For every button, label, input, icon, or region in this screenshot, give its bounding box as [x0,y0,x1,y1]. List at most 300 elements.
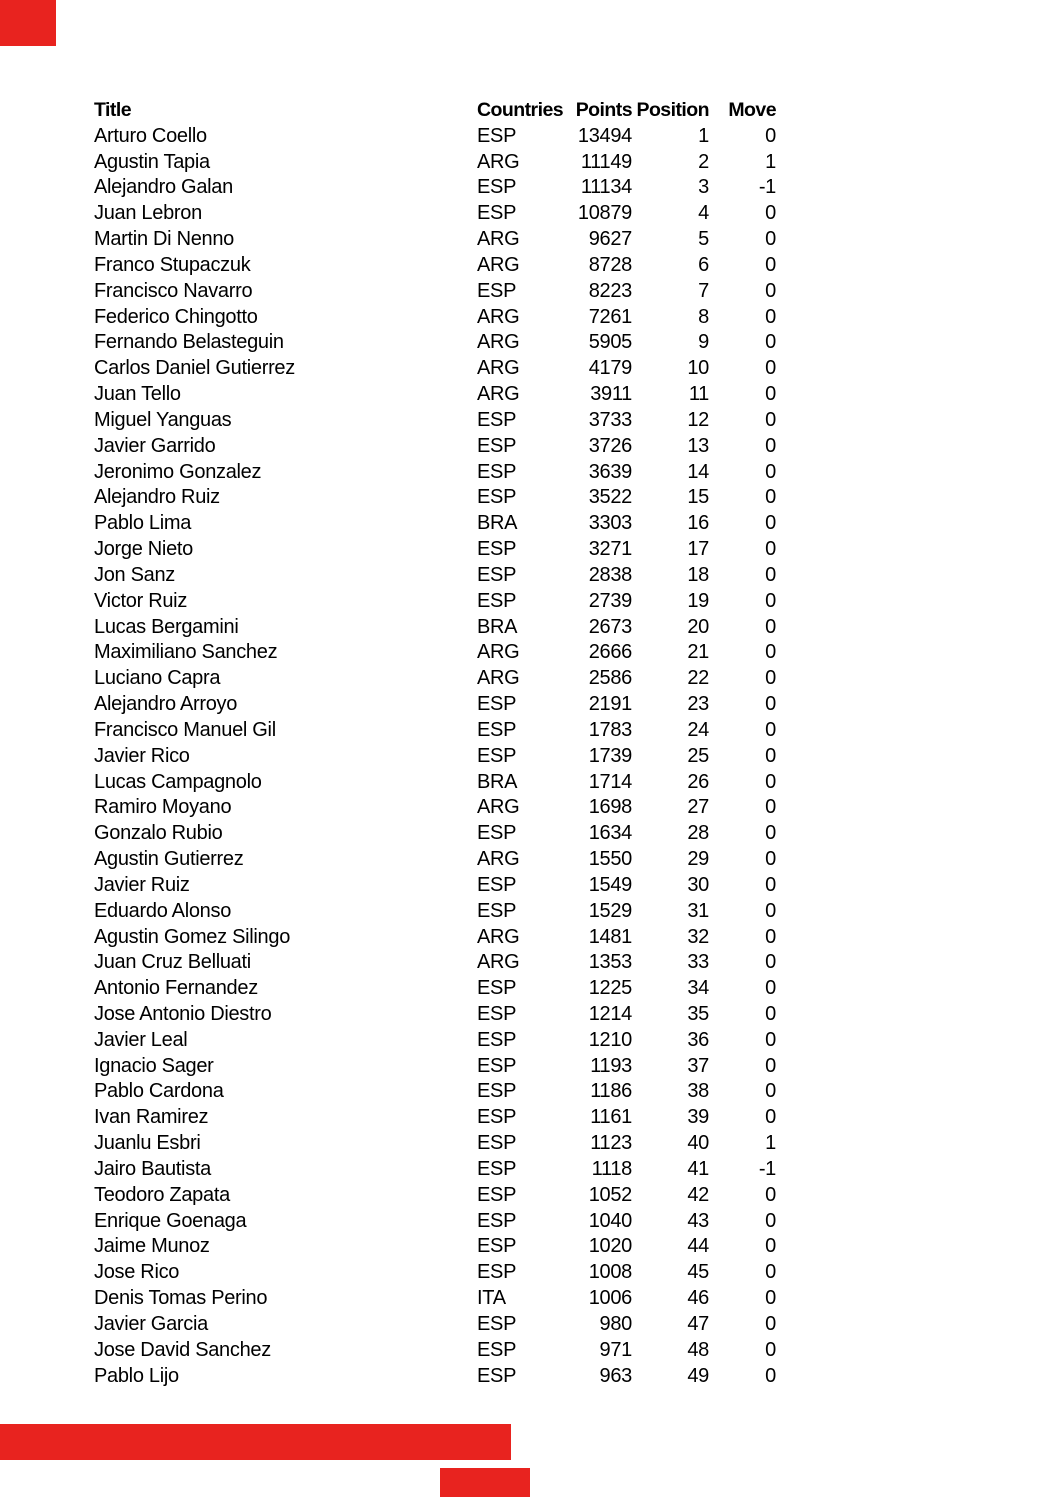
points-cell: 1549 [588,873,632,896]
points-cell: 1550 [588,848,632,871]
position-cell: 1 [698,124,709,147]
move-cell: 0 [765,977,776,1000]
player-name-cell: Arturo Coello [94,124,207,147]
table-row [94,795,776,821]
table-row [94,460,776,486]
table-row [94,537,776,563]
player-name-cell: Antonio Fernandez [94,977,258,1000]
move-cell: 0 [765,770,776,793]
country-cell: ESP [477,1183,517,1206]
position-cell: 27 [687,796,709,819]
position-cell: 6 [698,253,709,276]
country-cell: ARG [477,925,520,948]
position-cell: 37 [687,1054,709,1077]
player-name-cell: Miguel Yanguas [94,408,232,431]
move-cell: 0 [765,1235,776,1258]
table-row [94,279,776,305]
table-row [94,253,776,279]
position-cell: 45 [687,1261,709,1284]
player-name-cell: Pablo Lijo [94,1364,179,1387]
player-name-cell: Alejandro Ruiz [94,486,220,509]
table-row [94,124,776,150]
position-cell: 11 [688,383,709,406]
player-name-cell: Javier Garrido [94,434,216,457]
country-cell: ESP [477,279,517,302]
country-cell: ARG [477,951,520,974]
points-cell: 1186 [590,1080,632,1103]
move-cell: 0 [765,1183,776,1206]
points-cell: 5905 [588,331,632,354]
country-cell: ESP [477,1261,517,1284]
country-cell: ESP [477,899,517,922]
move-cell: 0 [765,512,776,535]
player-name-cell: Ignacio Sager [94,1054,214,1077]
points-cell: 1481 [588,925,632,948]
move-cell: 0 [765,1312,776,1335]
position-cell: 28 [687,822,709,845]
player-name-cell: Javier Garcia [94,1312,208,1335]
player-name-cell: Javier Rico [94,744,190,767]
position-cell: 8 [698,305,709,328]
move-cell: -1 [758,176,776,199]
player-name-cell: Jeronimo Gonzalez [94,460,262,483]
position-cell: 41 [687,1157,709,1180]
table-row [94,511,776,537]
points-cell: 1193 [590,1054,632,1077]
player-name-cell: Juan Tello [94,383,181,406]
country-cell: ESP [477,1364,517,1387]
table-row [94,744,776,770]
position-cell: 9 [698,331,709,354]
position-cell: 20 [687,615,709,638]
table-row [94,1312,776,1338]
red-block-bottom-center [440,1468,530,1497]
position-cell: 38 [687,1080,709,1103]
move-cell: 0 [765,641,776,664]
points-cell: 1118 [591,1157,632,1180]
player-name-cell: Franco Stupaczuk [94,253,251,276]
player-name-cell: Jaime Munoz [94,1235,210,1258]
position-cell: 29 [687,848,709,871]
country-cell: ESP [477,124,517,147]
points-cell: 2666 [588,641,632,664]
points-cell: 9627 [588,228,632,251]
table-row [94,227,776,253]
country-cell: ESP [477,1080,517,1103]
country-cell: ESP [477,873,517,896]
position-cell: 32 [687,925,709,948]
table-row [94,1028,776,1054]
country-cell: ARG [477,228,520,251]
position-cell: 14 [687,460,709,483]
player-name-cell: Juan Cruz Belluati [94,951,251,974]
column-header-countries: Countries [477,99,564,121]
country-cell: ESP [477,1157,517,1180]
country-cell: ESP [477,538,517,561]
table-row [94,1002,776,1028]
country-cell: BRA [477,512,518,535]
player-name-cell: Victor Ruiz [94,589,188,612]
move-cell: 0 [765,744,776,767]
table-row [94,899,776,925]
move-cell: 0 [765,1054,776,1077]
rankings-table [94,98,776,1389]
move-cell: 0 [765,951,776,974]
player-name-cell: Jon Sanz [94,563,175,586]
player-name-cell: Juan Lebron [94,202,202,225]
points-cell: 1353 [588,951,632,974]
points-cell: 1210 [588,1028,632,1051]
table-row [94,305,776,331]
table-row [94,330,776,356]
points-cell: 1739 [588,744,632,767]
position-cell: 42 [687,1183,709,1206]
points-cell: 1040 [588,1209,632,1232]
table-row [94,770,776,796]
country-cell: ESP [477,1028,517,1051]
points-cell: 1008 [588,1261,632,1284]
move-cell: 1 [765,1132,776,1155]
table-row [94,1209,776,1235]
player-name-cell: Lucas Bergamini [94,615,239,638]
position-cell: 26 [687,770,709,793]
country-cell: BRA [477,615,518,638]
table-row [94,692,776,718]
position-cell: 35 [687,1002,709,1025]
country-cell: ESP [477,176,517,199]
country-cell: ESP [477,408,517,431]
table-row [94,1234,776,1260]
move-cell: 0 [765,486,776,509]
table-row [94,1338,776,1364]
position-cell: 31 [687,899,709,922]
table-row [94,434,776,460]
points-cell: 13494 [577,124,632,147]
country-cell: ESP [477,434,517,457]
move-cell: 0 [765,202,776,225]
points-cell: 11134 [580,176,632,199]
table-row [94,976,776,1002]
move-cell: 0 [765,563,776,586]
player-name-cell: Jairo Bautista [94,1157,211,1180]
points-cell: 8728 [588,253,632,276]
table-row [94,589,776,615]
position-cell: 47 [687,1312,709,1335]
points-cell: 3726 [588,434,632,457]
country-cell: ESP [477,718,517,741]
points-cell: 11149 [580,150,632,173]
position-cell: 33 [687,951,709,974]
move-cell: 0 [765,1028,776,1051]
country-cell: ESP [477,822,517,845]
country-cell: ARG [477,848,520,871]
player-name-cell: Agustin Gomez Silingo [94,925,291,948]
move-cell: 0 [765,718,776,741]
points-cell: 1529 [588,899,632,922]
table-row [94,1364,776,1390]
table-row [94,485,776,511]
table-row [94,821,776,847]
player-name-cell: Luciano Capra [94,667,221,690]
points-cell: 2586 [588,667,632,690]
points-cell: 1006 [588,1287,632,1310]
table-row [94,873,776,899]
points-cell: 1698 [588,796,632,819]
table-row [94,950,776,976]
country-cell: ARG [477,357,520,380]
position-cell: 13 [687,434,709,457]
position-cell: 5 [698,228,709,251]
points-cell: 963 [599,1364,632,1387]
points-cell: 3733 [588,408,632,431]
player-name-cell: Federico Chingotto [94,305,258,328]
points-cell: 1714 [588,770,632,793]
country-cell: ITA [477,1287,506,1310]
position-cell: 10 [687,357,709,380]
table-row [94,640,776,666]
table-row [94,175,776,201]
player-name-cell: Pablo Cardona [94,1080,224,1103]
country-cell: ESP [477,1209,517,1232]
column-header-points: Points [575,99,632,121]
player-name-cell: Denis Tomas Perino [94,1287,268,1310]
move-cell: 0 [765,1287,776,1310]
move-cell: 0 [765,1338,776,1361]
table-row [94,925,776,951]
player-name-cell: Maximiliano Sanchez [94,641,278,664]
points-cell: 1052 [588,1183,632,1206]
move-cell: 0 [765,589,776,612]
move-cell: 0 [765,693,776,716]
move-cell: 0 [765,253,776,276]
table-row [94,666,776,692]
position-cell: 23 [687,693,709,716]
position-cell: 18 [687,563,709,586]
player-name-cell: Carlos Daniel Gutierrez [94,357,295,380]
move-cell: 0 [765,667,776,690]
position-cell: 39 [687,1106,709,1129]
position-cell: 49 [687,1364,709,1387]
position-cell: 17 [687,538,709,561]
move-cell: 0 [765,899,776,922]
move-cell: 0 [765,538,776,561]
points-cell: 3911 [590,383,632,406]
points-cell: 8223 [588,279,632,302]
move-cell: 1 [765,150,776,173]
country-cell: ESP [477,1054,517,1077]
points-cell: 1123 [590,1132,632,1155]
position-cell: 2 [698,150,709,173]
move-cell: 0 [765,305,776,328]
table-row [94,847,776,873]
position-cell: 25 [687,744,709,767]
country-cell: ARG [477,383,520,406]
country-cell: ESP [477,589,517,612]
player-name-cell: Juanlu Esbri [94,1132,201,1155]
table-row [94,718,776,744]
move-cell: 0 [765,124,776,147]
country-cell: ESP [477,744,517,767]
position-cell: 43 [687,1209,709,1232]
country-cell: ARG [477,150,520,173]
country-cell: ESP [477,486,517,509]
move-cell: 0 [765,1261,776,1284]
position-cell: 34 [687,977,709,1000]
player-name-cell: Pablo Lima [94,512,192,535]
player-name-cell: Gonzalo Rubio [94,822,223,845]
points-cell: 2739 [588,589,632,612]
position-cell: 16 [687,512,709,535]
table-row [94,1054,776,1080]
points-cell: 2191 [588,693,632,716]
player-name-cell: Enrique Goenaga [94,1209,247,1232]
country-cell: ESP [477,1235,517,1258]
move-cell: 0 [765,848,776,871]
table-row [94,408,776,434]
position-cell: 48 [687,1338,709,1361]
table-row [94,1286,776,1312]
position-cell: 7 [698,279,709,302]
table-row [94,563,776,589]
column-header-move: Move [728,99,776,121]
player-name-cell: Francisco Manuel Gil [94,718,276,741]
table-rows [94,124,776,1390]
move-cell: 0 [765,822,776,845]
player-name-cell: Jorge Nieto [94,538,193,561]
position-cell: 15 [687,486,709,509]
country-cell: ARG [477,331,520,354]
position-cell: 21 [687,641,709,664]
position-cell: 36 [687,1028,709,1051]
points-cell: 3271 [588,538,632,561]
points-cell: 7261 [588,305,632,328]
position-cell: 12 [687,408,709,431]
player-name-cell: Fernando Belasteguin [94,331,284,354]
table-row [94,1079,776,1105]
points-cell: 2673 [588,615,632,638]
red-corner-block-top-left [0,0,56,46]
table-row [94,615,776,641]
move-cell: 0 [765,357,776,380]
player-name-cell: Martin Di Nenno [94,228,235,251]
player-name-cell: Ivan Ramirez [94,1106,209,1129]
table-row [94,1183,776,1209]
player-name-cell: Jose David Sanchez [94,1338,271,1361]
move-cell: 0 [765,1002,776,1025]
country-cell: ARG [477,796,520,819]
player-name-cell: Javier Ruiz [94,873,190,896]
table-row [94,382,776,408]
move-cell: 0 [765,796,776,819]
points-cell: 1634 [588,822,632,845]
player-name-cell: Francisco Navarro [94,279,253,302]
points-cell: 980 [599,1312,632,1335]
player-name-cell: Alejandro Arroyo [94,693,238,716]
move-cell: 0 [765,1209,776,1232]
points-cell: 1783 [588,718,632,741]
country-cell: ESP [477,460,517,483]
table-row [94,1260,776,1286]
position-cell: 4 [698,202,709,225]
country-cell: ESP [477,202,517,225]
points-cell: 1161 [590,1106,632,1129]
column-header-position: Position [636,99,709,121]
points-cell: 1225 [588,977,632,1000]
player-name-cell: Lucas Campagnolo [94,770,262,793]
country-cell: ESP [477,1132,517,1155]
points-cell: 3639 [588,460,632,483]
table-row [94,1131,776,1157]
position-cell: 40 [687,1132,709,1155]
position-cell: 30 [687,873,709,896]
country-cell: ARG [477,641,520,664]
country-cell: BRA [477,770,518,793]
table-row [94,201,776,227]
player-name-cell: Agustin Tapia [94,150,210,173]
move-cell: 0 [765,383,776,406]
country-cell: ESP [477,1002,517,1025]
move-cell: 0 [765,1106,776,1129]
player-name-cell: Jose Antonio Diestro [94,1002,272,1025]
table-row [94,1105,776,1131]
move-cell: 0 [765,1080,776,1103]
country-cell: ESP [477,1312,517,1335]
points-cell: 2838 [588,563,632,586]
points-cell: 10879 [577,202,632,225]
country-cell: ESP [477,1338,517,1361]
points-cell: 4179 [588,357,632,380]
position-cell: 44 [687,1235,709,1258]
move-cell: 0 [765,331,776,354]
column-header-title: Title [94,99,131,121]
move-cell: 0 [765,279,776,302]
player-name-cell: Teodoro Zapata [94,1183,230,1206]
country-cell: ARG [477,305,520,328]
move-cell: 0 [765,460,776,483]
country-cell: ESP [477,693,517,716]
table-row [94,150,776,176]
header-row [94,98,776,124]
player-name-cell: Javier Leal [94,1028,188,1051]
table-row [94,356,776,382]
points-cell: 971 [599,1338,632,1361]
move-cell: 0 [765,1364,776,1387]
position-cell: 24 [687,718,709,741]
move-cell: 0 [765,873,776,896]
points-cell: 3303 [588,512,632,535]
points-cell: 3522 [588,486,632,509]
points-cell: 1214 [588,1002,632,1025]
move-cell: 0 [765,228,776,251]
move-cell: 0 [765,408,776,431]
position-cell: 46 [687,1287,709,1310]
player-name-cell: Eduardo Alonso [94,899,232,922]
red-bar-bottom-left [0,1424,511,1460]
table-row [94,1157,776,1183]
country-cell: ESP [477,1106,517,1129]
country-cell: ESP [477,563,517,586]
position-cell: 22 [687,667,709,690]
points-cell: 1020 [588,1235,632,1258]
player-name-cell: Agustin Gutierrez [94,848,244,871]
player-name-cell: Ramiro Moyano [94,796,232,819]
move-cell: 0 [765,615,776,638]
position-cell: 19 [687,589,709,612]
country-cell: ESP [477,977,517,1000]
move-cell: -1 [758,1157,776,1180]
country-cell: ARG [477,253,520,276]
move-cell: 0 [765,925,776,948]
